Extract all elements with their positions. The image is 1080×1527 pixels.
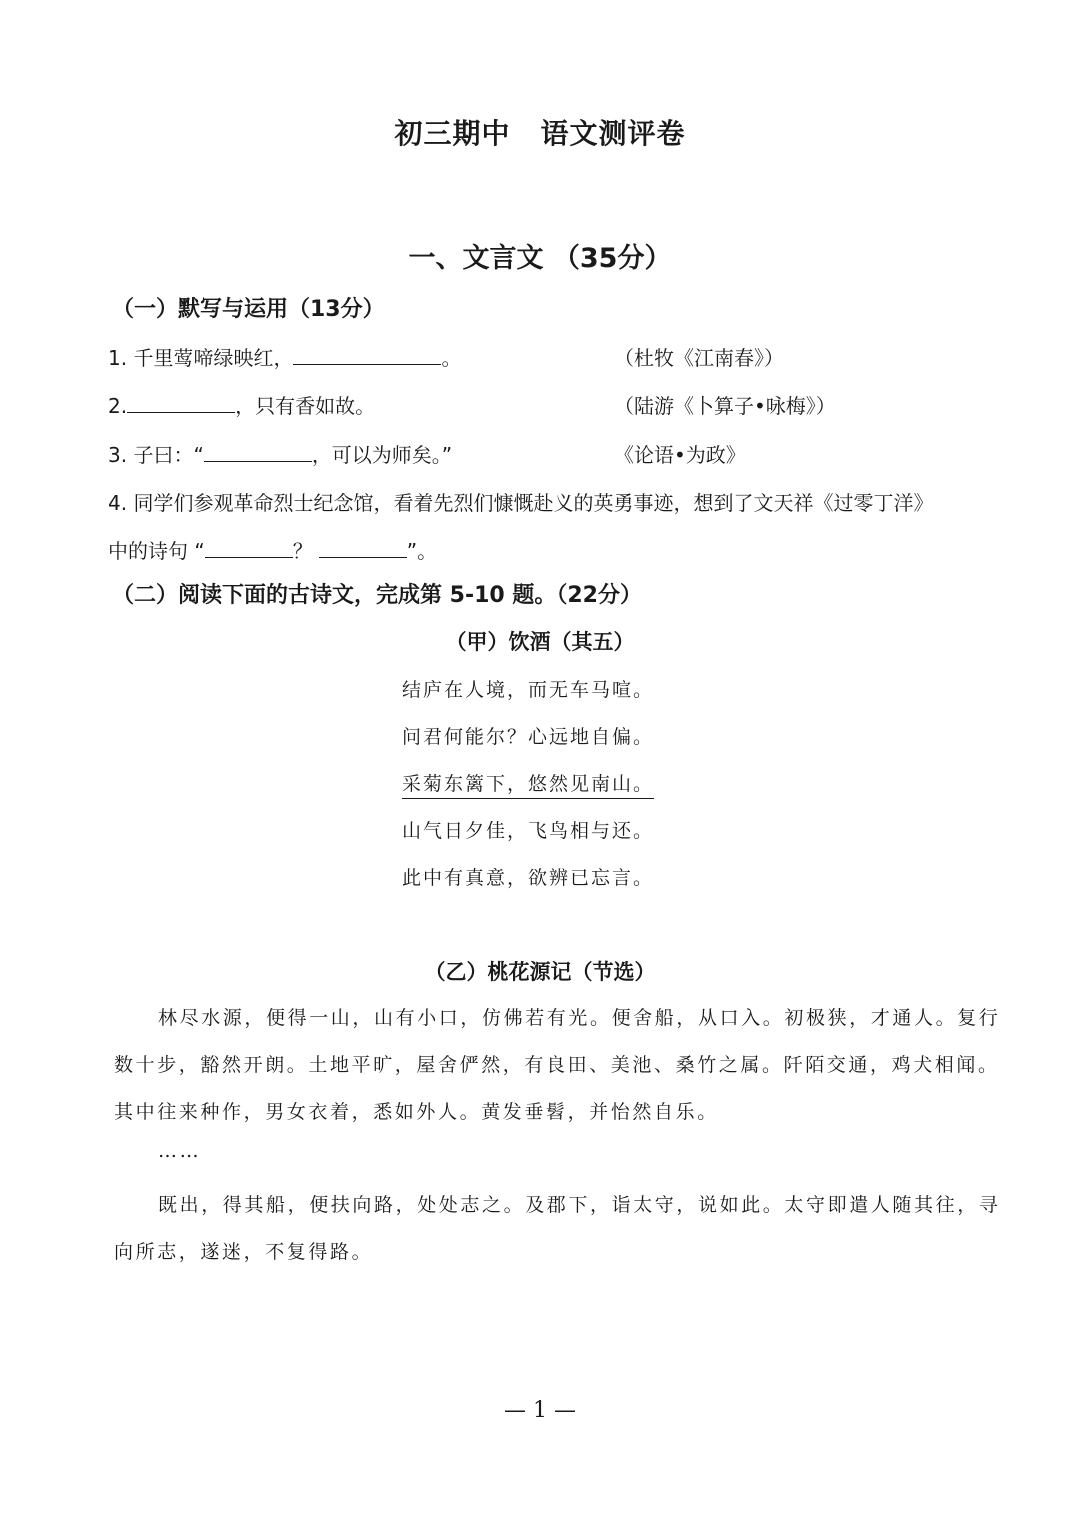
answer-blank-4a[interactable] bbox=[205, 537, 293, 558]
question-2-source: （陆游《卜算子•咏梅》） bbox=[614, 394, 836, 418]
section-heading: 一、文言文 （35分） bbox=[408, 243, 672, 274]
prose-line: 数十步，豁然开朗。土地平旷，屋舍俨然，有良田、美池、桑竹之属。阡陌交通，鸡犬相闻。 bbox=[114, 1054, 1000, 1076]
question-3-source: 《论语•为政》 bbox=[614, 443, 746, 467]
question-4-line-2: 中的诗句 “ ？ ”。 bbox=[108, 539, 438, 563]
prose-line: 林尽水源，便得一山，山有小口，仿佛若有光。便舍船，从口入。初极狭，才通人。复行 bbox=[158, 1007, 1001, 1029]
answer-blank-4b[interactable] bbox=[319, 537, 407, 558]
part-two-heading: （二）阅读下面的古诗文，完成第 5-10 题。（22分） bbox=[112, 583, 642, 608]
poem-line: 结庐在人境，而无车马喧。 bbox=[402, 679, 655, 701]
page-number: — 1 — bbox=[504, 1398, 576, 1423]
poem-title: （甲）饮酒（其五） bbox=[445, 630, 635, 654]
poem-line: 山气日夕佳，飞鸟相与还。 bbox=[402, 820, 655, 842]
prose-ellipsis: …… bbox=[158, 1140, 202, 1162]
question-1: 1. 千里莺啼绿映红， 。 bbox=[108, 346, 462, 370]
part-one-heading: （一）默写与运用（13分） bbox=[112, 297, 385, 322]
answer-blank-2[interactable] bbox=[127, 392, 235, 413]
question-1-source: （杜牧《江南春》） bbox=[614, 346, 784, 370]
question-3: 3. 子曰：“ ，可以为师矣。” bbox=[108, 443, 453, 467]
exam-title: 初三期中 语文测评卷 bbox=[394, 117, 686, 150]
prose-line: 向所志，遂迷，不复得路。 bbox=[114, 1241, 374, 1263]
poem-line: 问君何能尔？心远地自偏。 bbox=[402, 726, 655, 748]
question-2: 2. ，只有香如故。 bbox=[108, 394, 376, 418]
prose-title: （乙）桃花源记（节选） bbox=[424, 960, 656, 984]
question-4-line-1: 4. 同学们参观革命烈士纪念馆，看着先烈们慷慨赴义的英勇事迹，想到了文天祥《过零丁洋》 bbox=[108, 491, 934, 515]
prose-line: 其中往来种作，男女衣着，悉如外人。黄发垂髫，并怡然自乐。 bbox=[114, 1101, 719, 1123]
prose-line: 既出，得其船，便扶向路，处处志之。及郡下，诣太守，说如此。太守即遣人随其往，寻 bbox=[158, 1194, 1001, 1216]
poem-line-underlined: 采菊东篱下，悠然见南山。 bbox=[402, 769, 654, 796]
answer-blank-1[interactable] bbox=[293, 344, 441, 365]
answer-blank-3[interactable] bbox=[204, 441, 312, 462]
poem-line: 此中有真意，欲辨已忘言。 bbox=[402, 867, 655, 889]
